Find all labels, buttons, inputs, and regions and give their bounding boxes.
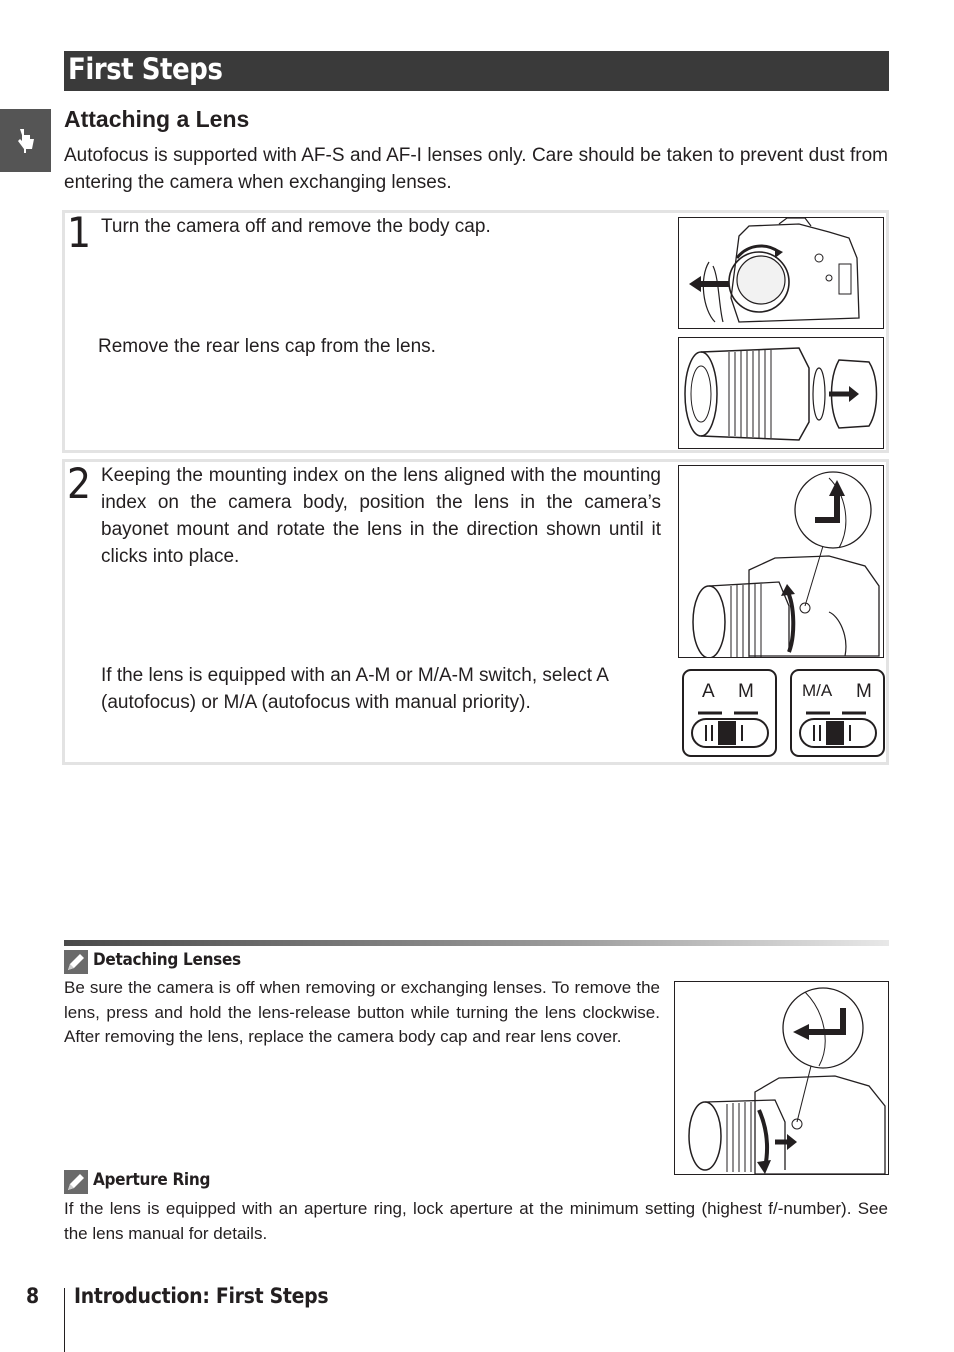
section-heading: Attaching a Lens <box>64 106 250 132</box>
step-1-subtext: Remove the rear lens cap from the lens. <box>98 336 436 357</box>
page-title-bar <box>64 51 889 91</box>
rear-lens-cap-illustration <box>678 337 884 449</box>
body-cap-illustration <box>678 217 884 329</box>
step-number: 1 <box>67 208 92 257</box>
intro-paragraph: Autofocus is supported with AF-S and AF-I lenses only. Care should be taken to prevent dust from entering the camera when exchanging lenses. <box>64 145 888 193</box>
mount-lens-illustration <box>678 465 884 658</box>
note-text-detaching: Be sure the camera is off when removing or exchanging lenses. To remove the lens, press and hold the lens-release button while turning the lens clockwise. After removing the lens, replace the camera body cap and rear lens cover. <box>64 978 660 1046</box>
switch-left-label: M/A <box>802 681 833 700</box>
page-number: 8 <box>26 1284 40 1308</box>
switch-right-label: M <box>738 681 754 702</box>
note-title-detaching: Detaching Lenses <box>93 950 241 970</box>
step-2-box <box>62 459 889 765</box>
note-title-aperture: Aperture Ring <box>93 1170 211 1190</box>
footer-section-label: Introduction: First Steps <box>74 1284 329 1308</box>
am-switch-icon <box>690 709 770 751</box>
pencil-note-icon <box>64 1170 88 1194</box>
mam-switch-panel <box>790 669 885 757</box>
pencil-note-icon <box>64 950 88 974</box>
note-text-aperture: If the lens is equipped with an aperture ring, lock aperture at the minimum setting (highest f/-number). See the lens manual for details. <box>64 1199 888 1243</box>
footer-divider <box>64 1288 65 1352</box>
switch-left-label: A <box>702 681 715 702</box>
notes-divider <box>64 940 889 946</box>
chapter-tab <box>0 109 51 172</box>
mam-switch-icon <box>798 709 878 751</box>
page-title: First Steps <box>68 52 223 86</box>
step-1-text: Turn the camera off and remove the body cap. <box>101 216 491 237</box>
step-number: 2 <box>67 459 92 508</box>
detach-lens-illustration <box>674 981 889 1175</box>
step-1-box <box>62 210 889 453</box>
step-2-text: Keeping the mounting index on the lens aligned with the mounting index on the camera body, position the lens in the camera’s bayonet mount and rotate the lens in the direction shown until it clicks into place. <box>101 465 661 567</box>
step-2-subtext: If the lens is equipped with an A-M or M/A-M switch, select A (autofocus) or M/A (autofocus with manual priority). <box>101 665 608 713</box>
am-switch-panel <box>682 669 777 757</box>
pointing-hand-icon <box>16 127 36 153</box>
switch-right-label: M <box>856 681 872 702</box>
